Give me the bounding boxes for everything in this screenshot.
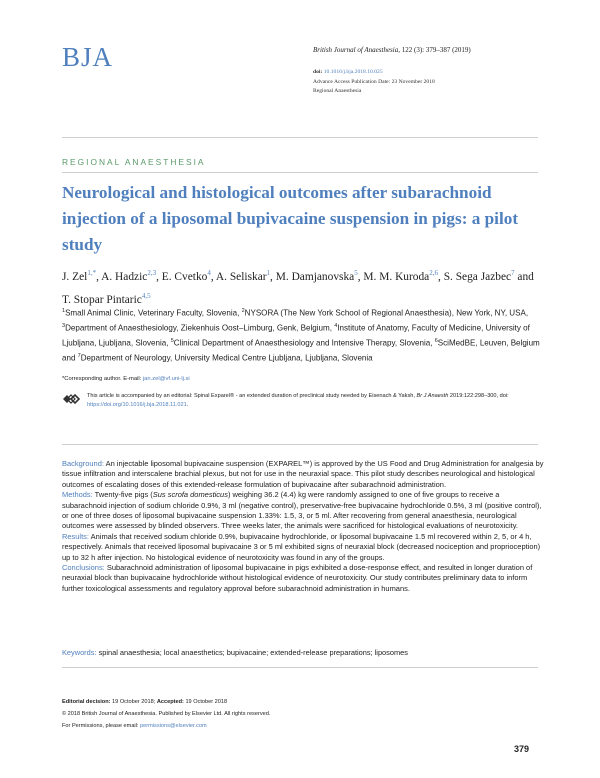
keywords-text: spinal anaesthesia; local anaesthetics; bupivacaine; extended-release preparations; liposomes — [96, 648, 408, 657]
author-name: T. Stopar Pintaric — [62, 293, 142, 306]
journal-citation — [313, 46, 471, 54]
conclusions-text: Subarachnoid administration of liposomal bupivacaine in pigs exhibited a dose-response effect, and resulted in longer duration of neuraxial block than bupivacaine hydrochloride without histological evidence of neurotoxicity. Our study contributes preliminary data to inform further toxicological assessments and regulatory approval before subarachnoid administration in humans. — [62, 563, 533, 593]
affiliation-marker: 2 — [241, 308, 245, 314]
author-name: A. Seliskar — [215, 270, 267, 283]
permissions-label: For Permissions, please email: — [62, 723, 141, 729]
editorial-note — [62, 390, 538, 416]
article-meta — [313, 68, 435, 97]
editorial-text — [87, 392, 539, 409]
affiliation-text: Department of Neurology, University Medical Centre Ljubljana, Ljubljana, Slovenia — [80, 353, 373, 363]
author-affiliation-marker[interactable]: 1,* — [87, 269, 97, 277]
permissions-email[interactable]: permissions@elsevier.com — [140, 723, 207, 729]
author-list — [62, 264, 542, 310]
editorial-dates — [62, 696, 538, 708]
journal-volume: , 122 (3): 379–387 (2019) — [398, 46, 471, 54]
affiliation-text: Small Animal Clinic, Veterinary Faculty, Slovenia, — [65, 308, 242, 318]
editorial-end: . — [186, 401, 189, 408]
keywords-label: Keywords: — [62, 648, 97, 657]
affiliation-text: Department of Anaesthesiology, Ziekenhuis Oost–Limburg, Genk, Belgium, — [65, 323, 335, 333]
author-separator: , — [96, 270, 102, 283]
author-separator: , — [357, 270, 364, 283]
affiliation-marker: 1 — [62, 308, 66, 314]
background-text: An injectable liposomal bupivacaine suspension (EXPAREL™) is approved by the US Food and Drug Administration for analgesia by tissue infiltration and interscalene brachial plexus, but not for use in the neuraxial space. This pilot study describes neurological and histological outcomes of escalating doses of this extended-release formulation of bupivacaine after subarachnoid administration. — [62, 459, 544, 489]
background-label: Background: — [62, 459, 104, 468]
author-name: A. Hadzic — [101, 270, 148, 283]
article-title: Neurological and histological outcomes after subarachnoid injection of a liposomal bupivacaine suspension in pigs: a pilot study — [62, 183, 519, 254]
author-affiliation-marker[interactable]: 4 — [207, 269, 211, 277]
abstract-conclusions — [62, 563, 546, 594]
editorial-journal: Br J Anaesth — [416, 393, 449, 399]
affiliation-marker: 7 — [77, 352, 81, 359]
affiliation-text: Institute of Anatomy, Faculty of Medicine, University of Ljubljana, Ljubljana, Slovenia, — [62, 323, 530, 348]
doi-link[interactable]: 10.1016/j.bja.2018.10.025 — [323, 69, 383, 75]
keywords — [62, 648, 542, 657]
corresponding-email[interactable]: jan.zel@vf.uni-lj.si — [142, 376, 190, 382]
author-separator: , — [156, 270, 162, 283]
affiliation-text: Clinical Department of Anaesthesiology and Intensive Therapy, Slovenia, — [173, 338, 435, 348]
doi-label: doi: — [313, 69, 323, 75]
affiliation-text: SciMedBE, Leuven, Belgium and — [62, 338, 540, 363]
author-separator: and — [514, 270, 534, 283]
abstract-background — [62, 459, 546, 490]
journal-name: British Journal of Anaesthesia — [313, 46, 399, 54]
crossref-icon — [62, 392, 80, 406]
corresponding-author — [62, 376, 190, 382]
author-affiliation-marker[interactable]: 2,3 — [147, 269, 157, 277]
affiliation-marker: 3 — [62, 322, 66, 329]
journal-logo: BJA — [62, 42, 114, 72]
results-text: Animals that received sodium chloride 0.9%, bupivacaine hydrochloride, or liposomal bupivacaine 1.5 ml recovered within 2, 5, or 4 h, respectively. Animals that received liposomal bupivacaine 3 or 5 ml exhibited signs of neuraxial block (decreased nociception and proprioception) up to 32 h after injection. No histological evidence of neurotoxicity was found in any of the groups. — [62, 531, 541, 562]
article-footer — [62, 696, 538, 732]
accepted-date: 19 October 2018 — [183, 699, 228, 705]
section-short: Regional Anaesthesia — [313, 88, 362, 95]
author-name: J. Zel — [62, 270, 88, 283]
affiliation-marker: 5 — [170, 337, 174, 344]
page-number: 379 — [514, 744, 530, 754]
abstract-top-divider — [62, 444, 538, 445]
author-affiliation-marker[interactable]: 1 — [266, 269, 271, 277]
results-label: Results: — [62, 531, 89, 541]
methods-label: Methods: — [62, 490, 93, 500]
conclusions-label: Conclusions: — [62, 563, 105, 573]
author-name: E. Cvetko — [161, 270, 208, 283]
decision-date: 19 October 2018; — [110, 699, 157, 705]
author-separator: , — [437, 270, 444, 283]
permissions — [62, 720, 538, 732]
accepted-label: Accepted: — [156, 699, 184, 705]
affiliation-marker: 6 — [434, 337, 438, 344]
copyright: © 2018 British Journal of Anaesthesia. Published by Elsevier Ltd. All rights reserved. — [62, 711, 271, 717]
editorial-sentence: This article is accompanied by an editorial: Spinal Exparel® - an extended duration of preclinical study needed by Eisenach & Yaksh, — [87, 393, 417, 399]
author-affiliation-marker[interactable]: 5 — [354, 269, 358, 277]
affiliation-text: NYSORA (The New York School of Regional Anaesthesia), New York, NY, USA, — [244, 308, 529, 318]
editorial-doi-link[interactable]: https://doi.org/10.1016/j.bja.2018.11.021 — [87, 401, 187, 408]
author-name: M. Damjanovska — [275, 270, 355, 283]
author-separator: , — [270, 270, 276, 283]
abstract — [62, 459, 546, 594]
author-name: S. Sega Jazbec — [443, 270, 512, 283]
advance-access-date: Advance Access Publication Date: 23 November 2018 — [313, 78, 435, 85]
header-divider — [62, 137, 538, 138]
affiliation-marker: 4 — [334, 322, 338, 329]
author-separator: , — [210, 270, 216, 283]
abstract-results — [62, 532, 546, 563]
methods-text-1: Twenty-five pigs ( — [92, 490, 153, 500]
abstract-bottom-divider — [62, 667, 538, 668]
corresponding-label: *Corresponding author. E-mail: — [62, 376, 143, 382]
affiliations — [62, 305, 546, 365]
abstract-methods — [62, 490, 546, 532]
decision-label: Editorial decision: — [62, 699, 111, 705]
editorial-citation: 2019:122:298–300, doi: — [448, 393, 509, 399]
author-affiliation-marker[interactable]: 4,5 — [141, 291, 151, 300]
author-name: M. M. Kuroda — [363, 270, 430, 283]
section-label: REGIONAL ANAESTHESIA — [62, 157, 206, 167]
author-affiliation-marker[interactable]: 2,6 — [429, 269, 438, 277]
methods-species: Sus scrofa domesticus — [152, 490, 228, 500]
methods-text-2: ) weighing 36.2 (4.4) kg were randomly assigned to one of five groups to receive a subarachnoid injection of sodium chloride 0.9%, 3 ml (negative control), preservative-free bupivacaine hydrochloride 0.5%, 3 ml (positive control), or one of three doses of liposomal bupivacaine suspension 1.33%: 1.5, 3, or 5 ml. After recovering from general anaesthesia, neurological outcomes were assessed by blinded observers. Three weeks later, the animals were sacrificed for histological evaluations of neurotoxicity. — [62, 490, 542, 531]
author-affiliation-marker[interactable]: 7 — [511, 269, 515, 277]
section-divider — [62, 172, 538, 173]
